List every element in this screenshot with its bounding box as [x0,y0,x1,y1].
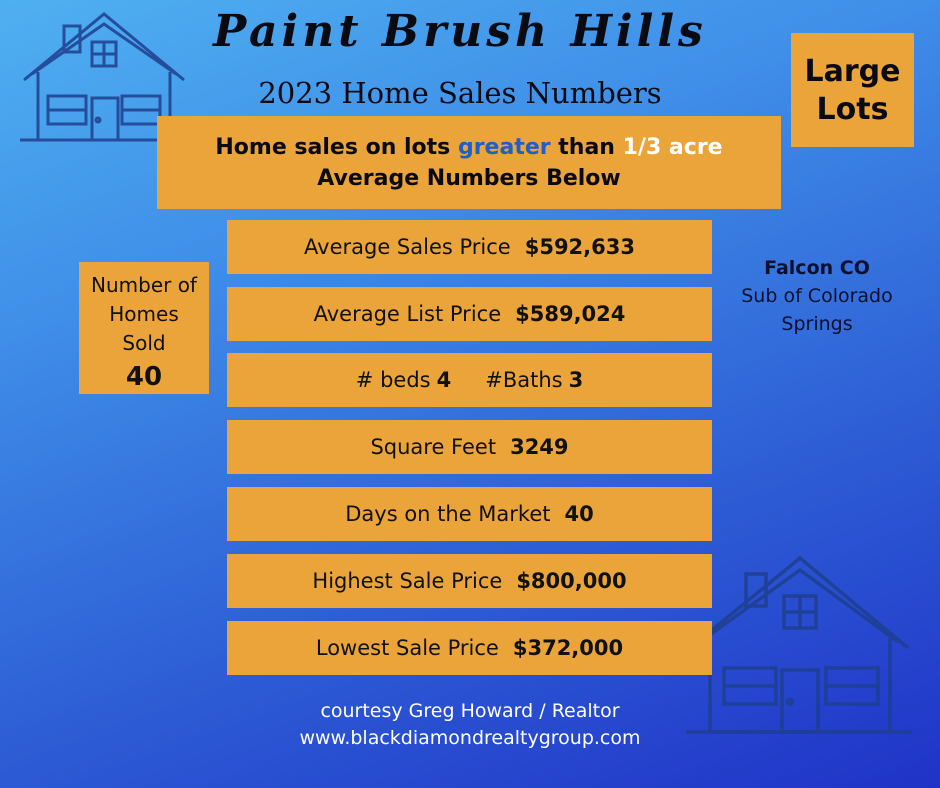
headline-line-2: Average Numbers Below [317,166,621,191]
stat-value: $800,000 [516,569,627,593]
homes-sold-value: 40 [125,362,163,392]
credit-line: courtesy Greg Howard / Realtor [320,700,620,722]
stat-value: $372,000 [512,636,624,660]
location-line: Sub of Colorado [741,285,893,307]
homes-sold-card [79,262,209,394]
large-lots-badge [791,33,914,147]
homes-sold-label: Sold [122,331,166,355]
stat-value: 40 [564,502,594,526]
page-title: Paint Brush Hills [213,6,707,57]
stat-value: 4 [436,368,452,392]
house-outline-icon [684,552,914,742]
stat-label: Average List Price [313,302,502,326]
stat-label: Square Feet [370,435,497,459]
stat-value: 3 [568,368,584,392]
stat-label: Average Sales Price [304,235,511,259]
headline-line-1 [157,132,781,163]
stat-label: Lowest Sale Price [315,636,499,660]
headline-text: than [550,135,623,160]
stat-average-list-price [227,287,712,341]
location-city: Falcon CO [764,257,870,279]
stat-square-feet [227,420,712,474]
stat-value: $592,633 [524,235,635,259]
homes-sold-label: Homes [109,302,179,326]
headline-emphasis-greater: greater [457,135,551,160]
stat-label: # beds [355,368,431,392]
headline-banner [157,116,781,209]
badge-line-2: Lots [816,92,889,127]
stat-lowest-sale-price [227,621,712,675]
stat-label: Highest Sale Price [312,569,503,593]
stat-value: $589,024 [515,302,626,326]
stat-label: #Baths [485,368,563,392]
stat-average-sales-price [227,220,712,274]
stat-value: 3249 [510,435,569,459]
location-line: Springs [781,313,853,335]
headline-emphasis-size: 1/3 acre [622,135,723,160]
credit-footer [230,698,710,752]
stat-days-on-market [227,487,712,541]
website-url: www.blackdiamondrealtygroup.com [299,727,641,749]
homes-sold-label: Number of [91,273,197,297]
page-subtitle: 2023 Home Sales Numbers [258,76,662,110]
stat-label: Days on the Market [345,502,551,526]
stat-beds-baths [227,353,712,407]
headline-text: Home sales on lots [215,135,458,160]
stat-highest-sale-price [227,554,712,608]
location-info [728,254,906,338]
badge-line-1: Large [804,54,901,89]
